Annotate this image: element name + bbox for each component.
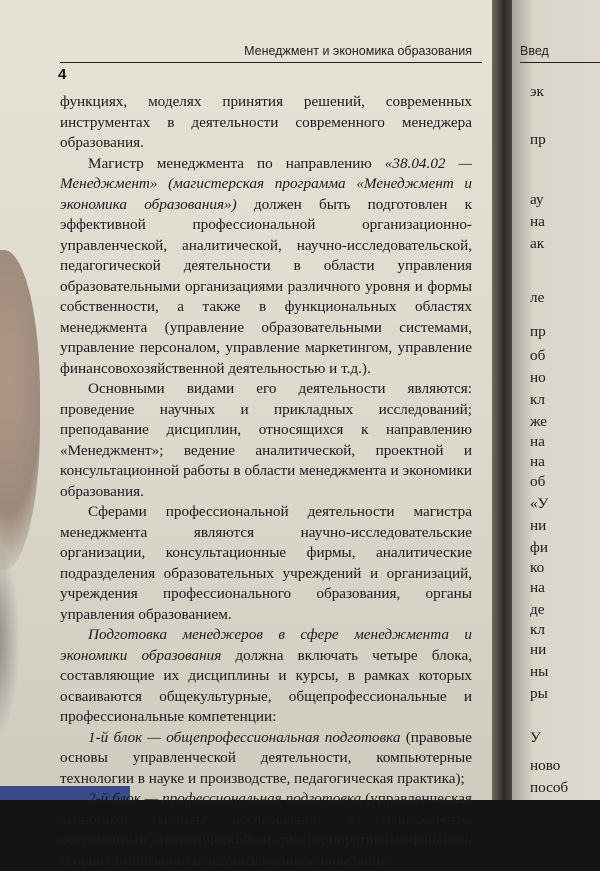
italic-text: «38.04.02 — Менеджмент» (магистерская программа «Менеджмент и экономика образования») bbox=[60, 154, 472, 213]
right-page-fragment: фи bbox=[530, 539, 548, 556]
right-page-fragment: У bbox=[530, 729, 541, 746]
text-segment: Магистр менеджмента по направлению bbox=[88, 154, 385, 172]
running-head: Менеджмент и экономика образования bbox=[244, 44, 472, 58]
right-page-fragment: ни bbox=[530, 641, 547, 658]
right-page-fragment: ны bbox=[530, 663, 549, 680]
paragraph bbox=[60, 789, 472, 871]
text-segment: (управленческая экономика, методы исследований в менеджменте, современный стратегический анализ, корпоративные финансы, теория организации и организационное поведение, bbox=[60, 790, 472, 869]
right-page-fragment: де bbox=[530, 601, 545, 618]
text-segment: должна включать четыре блока, составляющие их дисциплины и курсы, в рамках которых осваиваются общекультурные, общепрофессиональные и профессиональные компетенции: bbox=[60, 646, 472, 725]
text-segment: должен быть подготовлен к эффективной профессиональной организационно-управленческой, аналитической, научно-исследовательской, педагогической деятельности в области управления образовательными организациями различного уровня и формы собственности, а также в функциональных областях менеджмента (управление образовательными системами, управление персоналом, управление маркетингом, управление финансовохозяйственной деятельностью и т.д.). bbox=[60, 195, 472, 377]
right-page-fragment: ак bbox=[530, 235, 545, 252]
right-page-fragment: об bbox=[530, 347, 546, 364]
right-page-fragment: кл bbox=[530, 391, 545, 408]
right-page-fragment: пр bbox=[530, 323, 546, 340]
italic-text: 1-й блок — общепрофессиональная подготовка bbox=[88, 728, 401, 746]
paragraph bbox=[60, 728, 472, 790]
right-page-fragment: ле bbox=[530, 289, 545, 306]
header-rule bbox=[60, 62, 482, 63]
right-page-fragment: об bbox=[530, 473, 546, 490]
right-page bbox=[512, 0, 600, 800]
paragraph bbox=[60, 92, 472, 154]
right-running-head: Введ bbox=[520, 44, 549, 58]
right-page-fragment: на bbox=[530, 453, 545, 470]
italic-text: 2-й блок — профессиональная подготовка bbox=[88, 790, 362, 807]
right-page-fragment: на bbox=[530, 433, 545, 450]
page-number: 4 bbox=[58, 66, 67, 83]
right-page-fragment: «У bbox=[530, 495, 549, 512]
right-page-fragment: ры bbox=[530, 685, 548, 702]
text-segment: Сферами профессиональной деятельности магистра менеджмента являются научно-исследовательские организации, консультационные фирмы, аналитические подразделения образовательных учреждений и организаций, учреждения профессионального образования, органы управления образованием. bbox=[60, 503, 472, 623]
right-page-fragment: на bbox=[530, 213, 545, 230]
italic-text: Подготовка менеджеров в сфере менеджмента и экономики образования bbox=[60, 626, 472, 664]
right-page-fragment: же bbox=[530, 413, 548, 430]
body-text bbox=[60, 92, 472, 871]
text-segment: (правовые основы управленческой деятельности, компьютерные технологии в науке и производстве, педагогическая практика); bbox=[60, 728, 472, 787]
paragraph bbox=[60, 379, 472, 502]
paragraph bbox=[60, 502, 472, 625]
paragraph bbox=[60, 154, 472, 380]
right-page-fragment: но bbox=[530, 369, 546, 386]
right-page-fragment: ново bbox=[530, 757, 561, 774]
paragraph bbox=[60, 625, 472, 728]
right-page-fragment: на bbox=[530, 579, 545, 596]
book-gutter bbox=[492, 0, 512, 800]
right-page-fragment: пособ bbox=[530, 779, 569, 796]
right-page-fragment: кл bbox=[530, 621, 545, 638]
right-header-rule bbox=[520, 62, 600, 63]
right-page-fragment: ни bbox=[530, 517, 547, 534]
right-page-fragment: ау bbox=[530, 191, 544, 208]
right-page-fragment: пр bbox=[530, 131, 546, 148]
text-segment: функциях, моделях принятия решений, современных инструментах в деятельности современного менеджера образования. bbox=[60, 93, 472, 151]
right-page-fragment: эк bbox=[530, 83, 544, 100]
text-segment: Основными видами его деятельности являются: проведение научных и прикладных исследований; преподавание дисциплин, относящихся к направлению «Менеджмент»; ведение аналитической, проектной и консультационной работы в области менеджмента и экономики образования. bbox=[60, 380, 472, 500]
right-page-fragment: ко bbox=[530, 559, 545, 576]
